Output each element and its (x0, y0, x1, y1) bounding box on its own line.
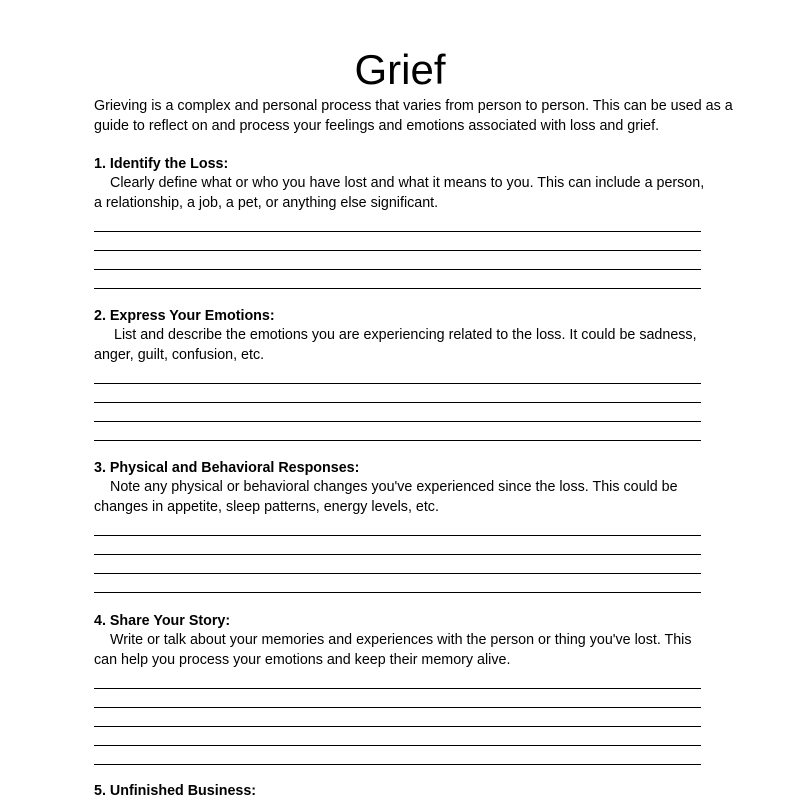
section-prompt: Note any physical or behavioral changes you've experienced since the loss. This could be changes in appetite, sleep patterns, energy levels, etc. (94, 479, 678, 515)
writing-line[interactable] (94, 727, 701, 746)
writing-lines (94, 677, 714, 765)
writing-line[interactable] (94, 422, 701, 441)
writing-line[interactable] (94, 270, 701, 289)
section-physical-behavioral (94, 459, 714, 593)
section-identify-loss (94, 155, 714, 289)
section-unfinished-business (94, 782, 714, 801)
writing-lines (94, 220, 714, 289)
page-title: Grief (354, 46, 446, 93)
writing-line[interactable] (94, 555, 701, 574)
writing-lines (94, 372, 714, 441)
writing-line[interactable] (94, 574, 701, 593)
section-prompt: Write or talk about your memories and experiences with the person or thing you've lost. This can help you process your emotions and keep their memory alive. (94, 632, 692, 668)
writing-line[interactable] (94, 689, 701, 708)
section-prompt: List and describe the emotions you are experiencing related to the loss. It could be sadness, anger, guilt, confusion, etc. (94, 327, 697, 363)
writing-line[interactable] (94, 708, 701, 727)
intro-paragraph: Grieving is a complex and personal process that varies from person to person. This can be used as a guide to reflect on and process your feelings and emotions associated with loss and grief. (94, 98, 733, 134)
section-express-emotions (94, 307, 714, 441)
writing-line[interactable] (94, 524, 701, 536)
section-prompt: Clearly define what or who you have lost and what it means to you. This can include a person, a relationship, a job, a pet, or anything else significant. (94, 175, 705, 211)
writing-line[interactable] (94, 251, 701, 270)
writing-line[interactable] (94, 536, 701, 555)
section-heading: 4. Share Your Story: (94, 613, 231, 629)
writing-line[interactable] (94, 220, 701, 232)
writing-line[interactable] (94, 232, 701, 251)
section-share-story (94, 612, 714, 765)
section-heading: 5. Unfinished Business: (94, 783, 257, 799)
writing-line[interactable] (94, 746, 701, 765)
section-heading: 1. Identify the Loss: (94, 156, 229, 172)
writing-line[interactable] (94, 677, 701, 689)
writing-lines (94, 524, 714, 593)
writing-line[interactable] (94, 403, 701, 422)
writing-line[interactable] (94, 384, 701, 403)
section-heading: 3. Physical and Behavioral Responses: (94, 460, 360, 476)
section-heading: 2. Express Your Emotions: (94, 308, 275, 324)
writing-line[interactable] (94, 372, 701, 384)
